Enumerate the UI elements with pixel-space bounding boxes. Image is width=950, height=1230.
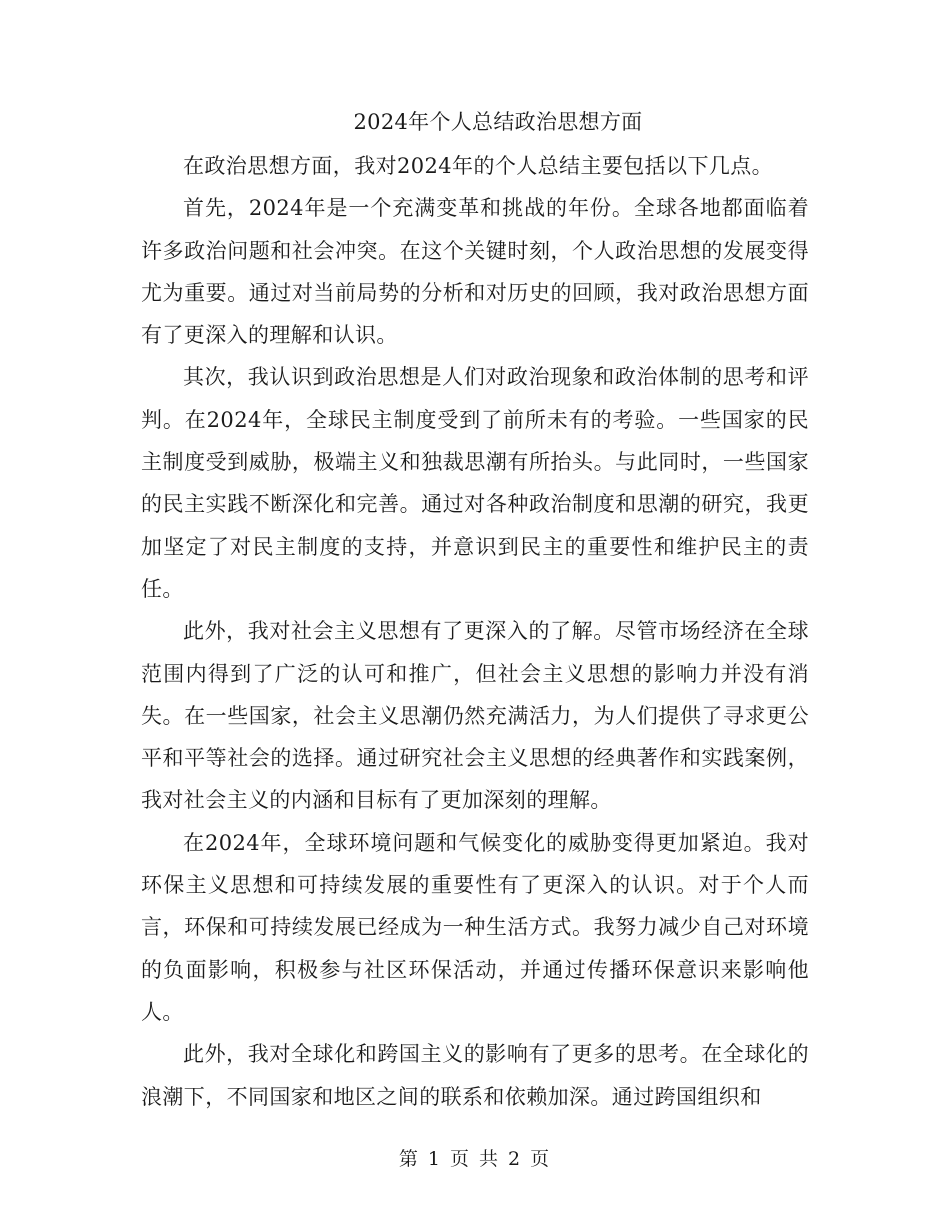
paragraph: 在政治思想方面，我对2024年的个人总结主要包括以下几点。 xyxy=(183,154,774,178)
paragraph: 其次，我认识到政治思想是人们对政治现象和政治体制的思考和评判。在2024年，全球民主制度受到了前所未有的考验。一些国家的民主制度受到威胁，极端主义和独裁思潮有所抬头。与此同时，一些国家的民主实践不断深化和完善。通过对各种政治制度和思潮的研究，我更加坚定了对民主制度的支持，并意识到民主的重要性和维护民主的责任。 xyxy=(141,365,809,601)
page-footer: 第 1 页 共 2 页 xyxy=(398,1148,552,1170)
paragraph: 首先，2024年是一个充满变革和挑战的年份。全球各地都面临着许多政治问题和社会冲突。在这个关键时刻，个人政治思想的发展变得尤为重要。通过对当前局势的分析和对历史的回顾，我对政治思想方面有了更深入的理解和认识。 xyxy=(141,196,809,348)
document-body xyxy=(141,145,809,1118)
document-title: 2024年个人总结政治思想方面 xyxy=(353,110,643,134)
paragraph: 此外，我对社会主义思想有了更深入的了解。尽管市场经济在全球范围内得到了广泛的认可和推广，但社会主义思想的影响力并没有消失。在一些国家，社会主义思潮仍然充满活力，为人们提供了寻求更公平和平等社会的选择。通过研究社会主义思想的经典著作和实践案例，我对社会主义的内涵和目标有了更加深刻的理解。 xyxy=(141,619,809,813)
paragraph: 此外，我对全球化和跨国主义的影响有了更多的思考。在全球化的浪潮下，不同国家和地区之间的联系和依赖加深。通过跨国组织和 xyxy=(141,1042,809,1109)
paragraph: 在2024年，全球环境问题和气候变化的威胁变得更加紧迫。我对环保主义思想和可持续发展的重要性有了更深入的认识。对于个人而言，环保和可持续发展已经成为一种生活方式。我努力减少自己对环境的负面影响，积极参与社区环保活动，并通过传播环保意识来影响他人。 xyxy=(141,830,809,1024)
